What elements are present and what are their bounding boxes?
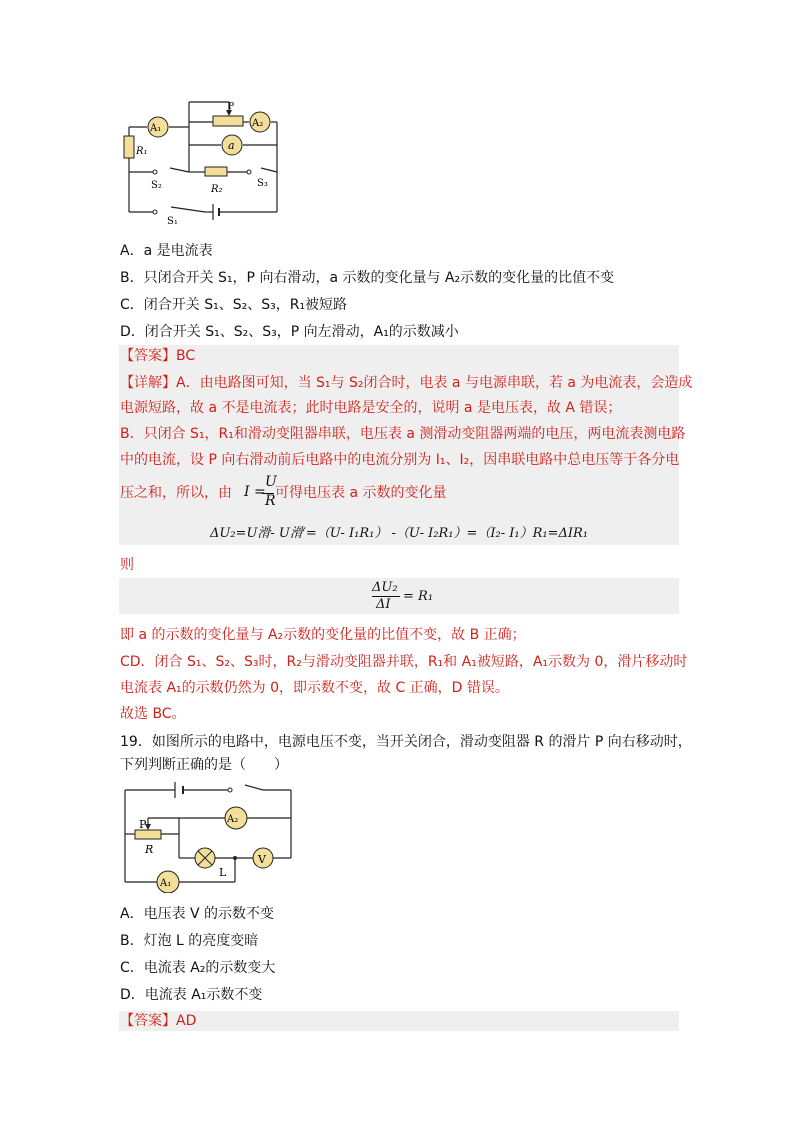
q18-option-d: D．闭合开关 S₁、S₂、S₃，P 向左滑动，A₁的示数减小: [120, 324, 459, 340]
svg-text:R: R: [145, 843, 154, 856]
q18-equation-1: ΔU₂=U滑- U滑′=（U- I₁R₁） -（U- I₂R₁）=（I₂- I₁）R₁=ΔIR₁: [210, 526, 588, 541]
svg-text:L: L: [219, 866, 227, 879]
q19-option-a: A．电压表 V 的示数不变: [120, 906, 275, 922]
svg-text:A₂: A₂: [252, 118, 264, 129]
svg-text:R₂: R₂: [211, 184, 223, 195]
q19-stem-line-2: 下列判断正确的是（ ）: [120, 757, 288, 773]
q19-answer-band: [119, 1011, 679, 1031]
q18-explain-line-5a: 压之和，所以，由: [120, 485, 232, 501]
svg-text:P: P: [228, 102, 235, 112]
q18-explain-line-2: 电源短路，故 a 不是电流表；此时电路是安全的，说明 a 是电压表，故 A 错误；: [120, 400, 622, 416]
q18-then-label: 则: [120, 557, 134, 573]
q18-explain-line-6: 即 a 的示数的变化量与 A₂示数的变化量的比值不变，故 B 正确；: [120, 627, 526, 643]
q19-option-c: C．电流表 A₂的示数变大: [120, 960, 276, 976]
q18-explain-line-1: 【详解】A．由电路图可知，当 S₁与 S₂闭合时，电表 a 与电源串联，若 a 为电流表，会造成: [120, 375, 693, 391]
q18-explain-line-7: CD．闭合 S₁、S₂、S₃时，R₂与滑动变阻器并联，R₁和 A₁被短路，A₁示数为 0，滑片移动时: [120, 654, 688, 670]
svg-text:S₁: S₁: [167, 216, 178, 227]
svg-text:a: a: [228, 139, 235, 152]
q19-answer: 【答案】AD: [120, 1013, 197, 1029]
q18-answer: 【答案】BC: [120, 348, 196, 364]
svg-text:S₂: S₂: [151, 180, 162, 191]
q18-option-a: A．a 是电流表: [120, 243, 213, 259]
svg-text:V: V: [258, 853, 266, 866]
svg-text:A₁: A₁: [160, 878, 172, 889]
q18-explain-line-9: 故选 BC。: [120, 706, 186, 722]
q18-explain-line-4: 中的电流，设 P 向右滑动前后电路中的电流分别为 I₁、I₂，因串联电路中总电压等于各分电: [120, 452, 680, 468]
q18-circuit-diagram: [115, 92, 290, 232]
q18-explain-line-5b: 可得电压表 a 示数的变化量: [275, 485, 447, 501]
svg-text:S₃: S₃: [257, 178, 268, 189]
svg-text:A₁: A₁: [150, 123, 162, 134]
q19-option-d: D．电流表 A₁示数不变: [120, 987, 263, 1003]
q19-stem-line-1: 19．如图所示的电路中，电源电压不变，当开关闭合，滑动变阻器 R 的滑片 P 向右移动时，: [120, 734, 692, 750]
q18-option-c: C．闭合开关 S₁、S₂、S₃，R₁被短路: [120, 297, 348, 313]
q19-option-b: B．灯泡 L 的亮度变暗: [120, 933, 259, 949]
svg-text:A₂: A₂: [227, 814, 239, 825]
q18-option-b: B．只闭合开关 S₁，P 向右滑动，a 示数的变化量与 A₂示数的变化量的比值不变: [120, 270, 615, 286]
svg-text:P: P: [139, 818, 147, 831]
q18-explain-line-8: 电流表 A₁的示数仍然为 0，即示数不变，故 C 正确，D 错误。: [120, 680, 509, 696]
q18-explain-line-3: B．只闭合 S₁，R₁和滑动变阻器串联，电压表 a 测滑动变阻器两端的电压，两电流表测电路: [120, 426, 686, 442]
q18-explain-line-5: [120, 483, 232, 503]
q19-circuit-diagram: [115, 778, 300, 893]
svg-text:R₁: R₁: [136, 146, 148, 157]
